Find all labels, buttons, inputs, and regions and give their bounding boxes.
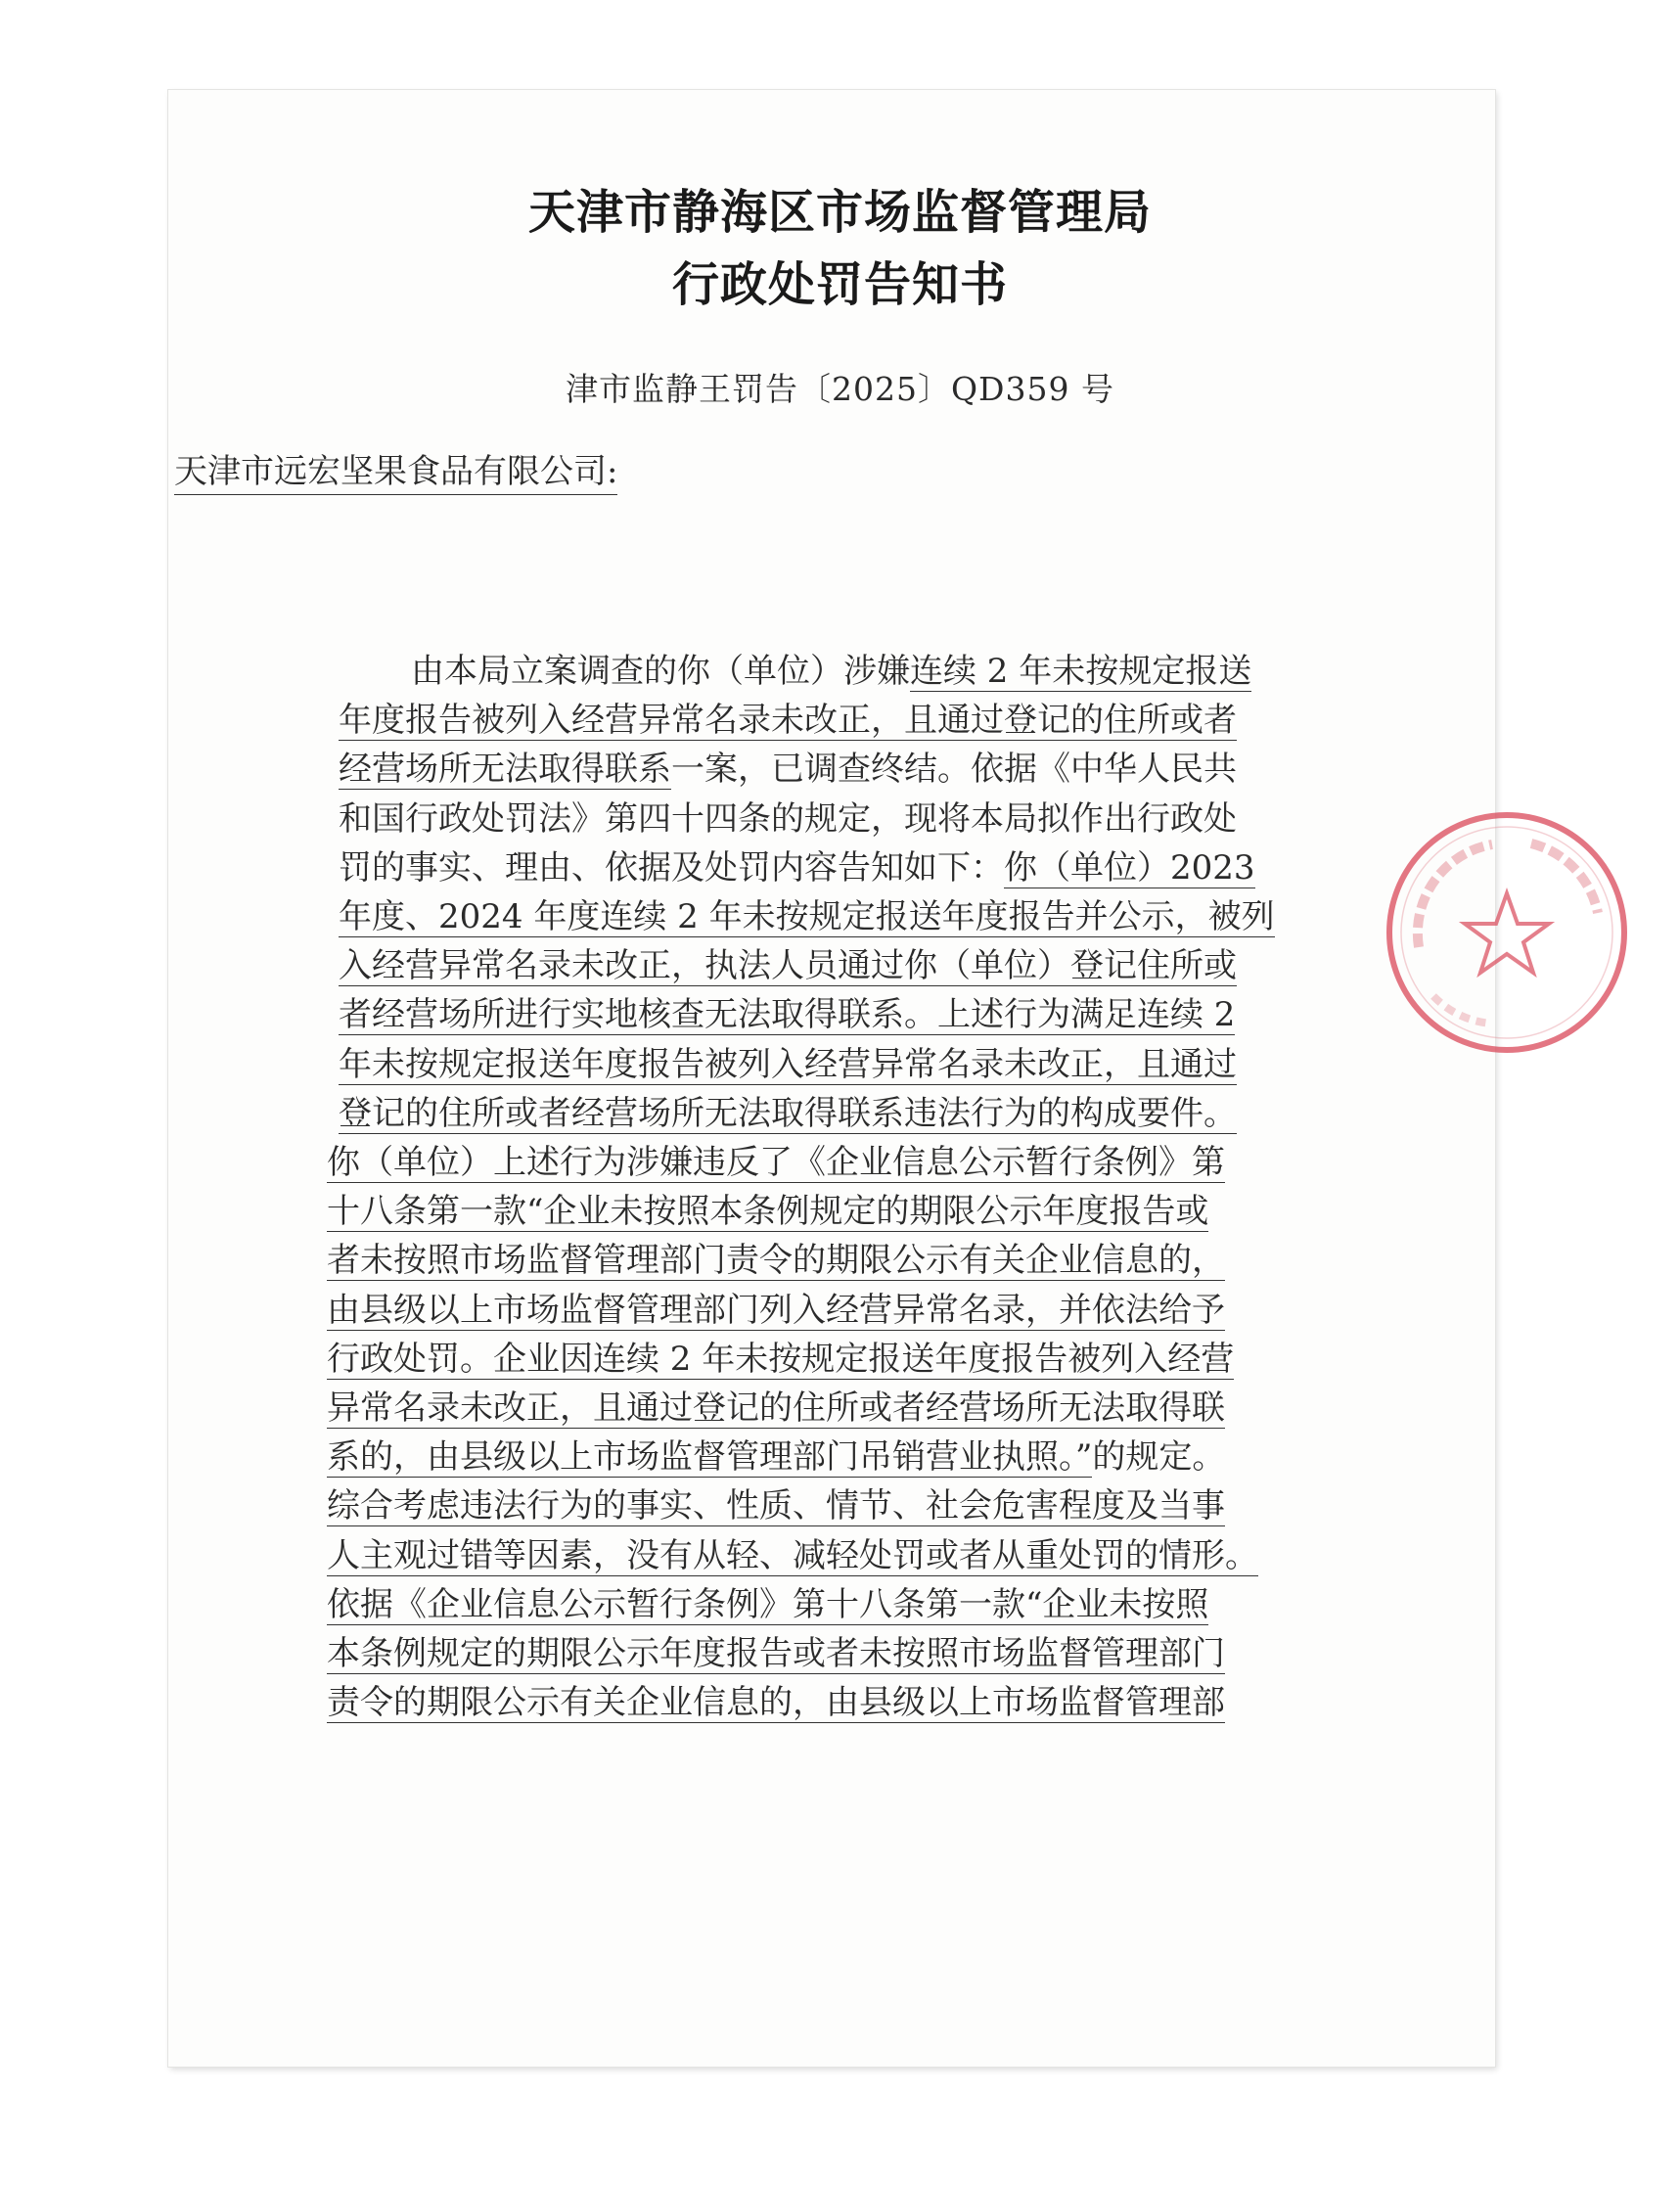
body-text: 罚的事实、理由、依据及处罚内容告知如下： [339,847,1004,888]
body-line [339,944,1237,989]
underlined-text: 年度报告被列入经营异常名录未改正，且通过登记的住所或者 [339,701,1237,741]
body-line [339,748,1237,793]
body-line [327,1190,1208,1235]
underlined-text: 系的，由县级以上市场监督管理部门吊销营业执照。” [327,1437,1093,1478]
official-seal-stamp [1375,800,1639,1065]
underlined-text: 人主观过错等因素，没有从轻、减轻处罚或者从重处罚的情形。 [327,1535,1258,1575]
underlined-text: 连续 2 年未按规定报送 [910,652,1252,691]
underlined-text: 异常名录未改正，且通过登记的住所或者经营场所无法取得联 [327,1388,1225,1428]
document-title-line1: 天津市静海区市场监督管理局 [527,185,1152,240]
body-line [327,1338,1234,1383]
body-line [339,895,1275,940]
body-line [339,846,1255,891]
body-line [327,1583,1208,1628]
underlined-text: 你（单位）2023 [1004,847,1255,888]
body-line [327,1141,1225,1186]
underlined-text: 本条例规定的期限公示年度报告或者未按照市场监督管理部门 [327,1634,1225,1673]
underlined-text: 责令的期限公示有关企业信息的，由县级以上市场监督管理部 [327,1683,1225,1723]
body-line [327,1289,1225,1334]
document-number: 津市监静王罚告〔2025〕QD359 号 [566,370,1114,408]
underlined-text: 者经营场所进行实地核查无法取得联系。上述行为满足连续 2 [339,995,1236,1035]
body-text: 的规定。 [1092,1437,1226,1478]
body-line [327,1239,1225,1284]
body-line [339,699,1237,744]
underlined-text: 登记的住所或者经营场所无法取得联系违法行为的构成要件。 [339,1093,1237,1133]
underlined-text: 由县级以上市场监督管理部门列入经营异常名录，并依法给予 [327,1290,1225,1330]
addressee: 天津市远宏坚果食品有限公司: [174,452,617,495]
body-line [339,993,1235,1038]
underlined-text: 十八条第一款“企业未按照本条例规定的期限公示年度报告或 [327,1192,1209,1232]
underlined-text: 经营场所无法取得联系 [339,750,671,790]
document-title-line2: 行政处罚告知书 [671,257,1008,312]
underlined-text: 者未按照市场监督管理部门责令的期限公示有关企业信息的， [327,1241,1225,1281]
body-text: 由本局立案调查的你（单位）涉嫌 [411,652,910,691]
underlined-text: 你（单位）上述行为涉嫌违反了《企业信息公示暂行条例》第 [327,1143,1225,1182]
underlined-text: 综合考虑违法行为的事实、性质、情节、社会危害程度及当事 [327,1486,1225,1526]
body-text: 和国行政处罚法》第四十四条的规定，现将本局拟作出行政处 [339,798,1237,839]
body-line [411,650,1251,695]
underlined-text: 年度、2024 年度连续 2 年未按规定报送年度报告并公示，被列 [339,897,1275,936]
body-line [339,1043,1237,1088]
body-line [339,797,1237,842]
underlined-text: 行政处罚。企业因连续 2 年未按规定报送年度报告被列入经营 [327,1339,1235,1379]
body-line [339,1092,1237,1137]
body-line [327,1534,1258,1579]
body-line [327,1435,1225,1480]
body-line [327,1387,1225,1432]
underlined-text: 依据《企业信息公示暂行条例》第十八条第一款“企业未按照 [327,1584,1209,1624]
body-line [327,1632,1225,1677]
body-line [327,1681,1225,1726]
body-line [327,1484,1225,1529]
body-text: 一案，已调查终结。依据《中华人民共 [671,750,1237,790]
underlined-text: 年未按规定报送年度报告被列入经营异常名录未改正，且通过 [339,1044,1237,1084]
underlined-text: 入经营异常名录未改正，执法人员通过你（单位）登记住所或 [339,946,1237,986]
